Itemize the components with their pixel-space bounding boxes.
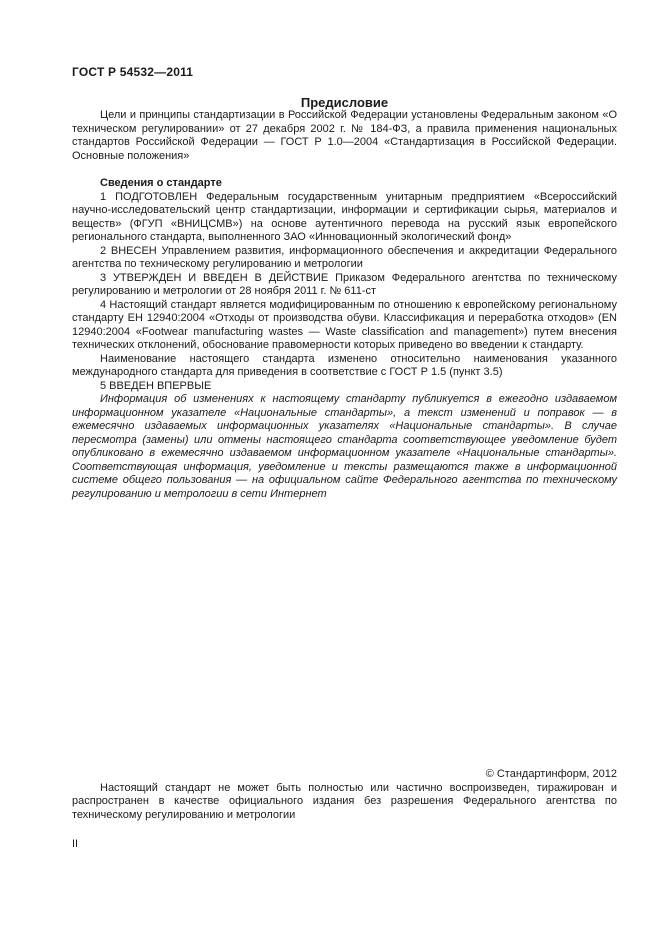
standard-info-item-5: 5 ВВЕДЕН ВПЕРВЫЕ [100,379,212,392]
page-number: II [72,838,79,850]
standard-info-item-4: 4 Настоящий стандарт является модифицированным по отношению к европейскому региональному стандарту ЕН 12940:2004 «Отходы от производства обуви. Классификация и переработка отходов» (EN 12940:2004 «Footwear manufacturing wastes — Waste classification and management») путем внесения технических отклонений, обоснование правомерности которых приведено во введении к стандарту. [72,298,617,351]
intro-paragraph: Цели и принципы стандартизации в Российской Федерации установлены Федеральным законом «О техническом регулировании» от 27 декабря 2002 г. № 184-ФЗ, а правила применения национальных стандартов Российской Федерации — ГОСТ Р 1.0—2004 «Стандартизация в Российской Федерации. Основные положения» [72,109,617,162]
doc-code: ГОСТ Р 54532—2011 [72,65,194,79]
document-content [72,66,617,501]
section-heading: Сведения о стандарте [100,177,222,189]
reproduction-restriction: Настоящий стандарт не может быть полностью или частично воспроизведен, тиражирован и распространен в качестве официального издания без разрешения Федерального агентства по техническому регулированию и метрологии [72,781,617,821]
page-title: Предисловие [300,94,389,110]
copyright-notice: © Стандартинформ, 2012 [485,768,617,780]
standard-info-item-3: 3 УТВЕРЖДЕН И ВВЕДЕН В ДЕЙСТВИЕ Приказом Федерального агентства по техническому регулированию и метрологии от 28 ноября 2011 г. № 611-ст [72,271,617,297]
footer-block [72,768,617,852]
standard-info-item-2: 2 ВНЕСЕН Управлением развития, информационного обеспечения и аккредитации Федерального агентства по техническому регулированию и метрологии [72,244,617,270]
standard-info-item-1: 1 ПОДГОТОВЛЕН Федеральным государственным унитарным предприятием «Всероссийский научно-исследовательский центр стандартизации, информации и сертификации сырья, материалов и веществ» (ФГУП «ВНИЦСМВ») на основе аутентичного перевода на русский язык европейского регионального стандарта, выполненного ЗАО «Инновационный экологический фонд» [72,190,617,243]
standard-info-item-4-note: Наименование настоящего стандарта изменено относительно наименования указанного международного стандарта для приведения в соответствие с ГОСТ Р 1.5 (пункт 3.5) [72,352,617,378]
publication-notice: Информация об изменениях к настоящему стандарту публикуется в ежегодно издаваемом информационном указателе «Национальные стандарты», а текст изменений и поправок — в ежемесячно издаваемых информационных указателях «Национальные стандарты». В случае пересмотра (замены) или отмены настоящего стандарта соответствующее уведомление будет опубликовано в ежемесячно издаваемом информационном указателе «Национальные стандарты». Соответствующая информация, уведомление и тексты размещаются также в информационной системе общего пользования — на официальном сайте Федерального агентства по техническому регулированию и метрологии в сети Интернет [72,393,617,500]
